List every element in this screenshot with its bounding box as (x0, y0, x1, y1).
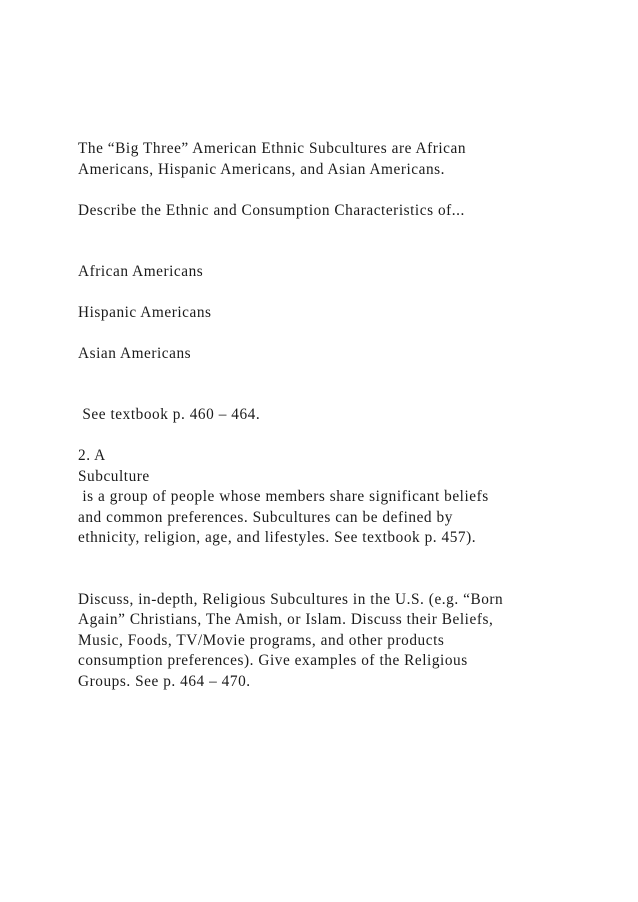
intro-line-2: Americans, Hispanic Americans, and Asian Americans. (78, 161, 446, 178)
group-hispanic-americans: Hispanic Americans (78, 304, 212, 321)
discuss-line-3: Music, Foods, TV/Movie programs, and other products (78, 632, 445, 649)
describe-prompt: Describe the Ethnic and Consumption Characteristics of... (78, 202, 465, 219)
item-2-term: Subculture (78, 468, 150, 485)
discuss-line-1: Discuss, in-depth, Religious Subcultures in the U.S. (e.g. “Born (78, 591, 504, 608)
group-african-americans: African Americans (78, 263, 204, 280)
discuss-line-4: consumption preferences). Give examples of the Religious (78, 652, 468, 669)
item-2-definition-line-2: and common preferences. Subcultures can be defined by (78, 509, 453, 526)
discuss-line-2: Again” Christians, The Amish, or Islam. Discuss their Beliefs, (78, 611, 494, 628)
item-2-definition-line-1: is a group of people whose members share significant beliefs (78, 488, 489, 505)
discuss-line-5: Groups. See p. 464 – 470. (78, 673, 251, 690)
item-2-definition-line-3: ethnicity, religion, age, and lifestyles. See textbook p. 457). (78, 529, 477, 546)
group-asian-americans: Asian Americans (78, 345, 192, 362)
intro-line-1: The “Big Three” American Ethnic Subcultures are African (78, 140, 467, 157)
textbook-reference-1: See textbook p. 460 – 464. (78, 406, 261, 423)
item-2-number: 2. A (78, 447, 106, 464)
